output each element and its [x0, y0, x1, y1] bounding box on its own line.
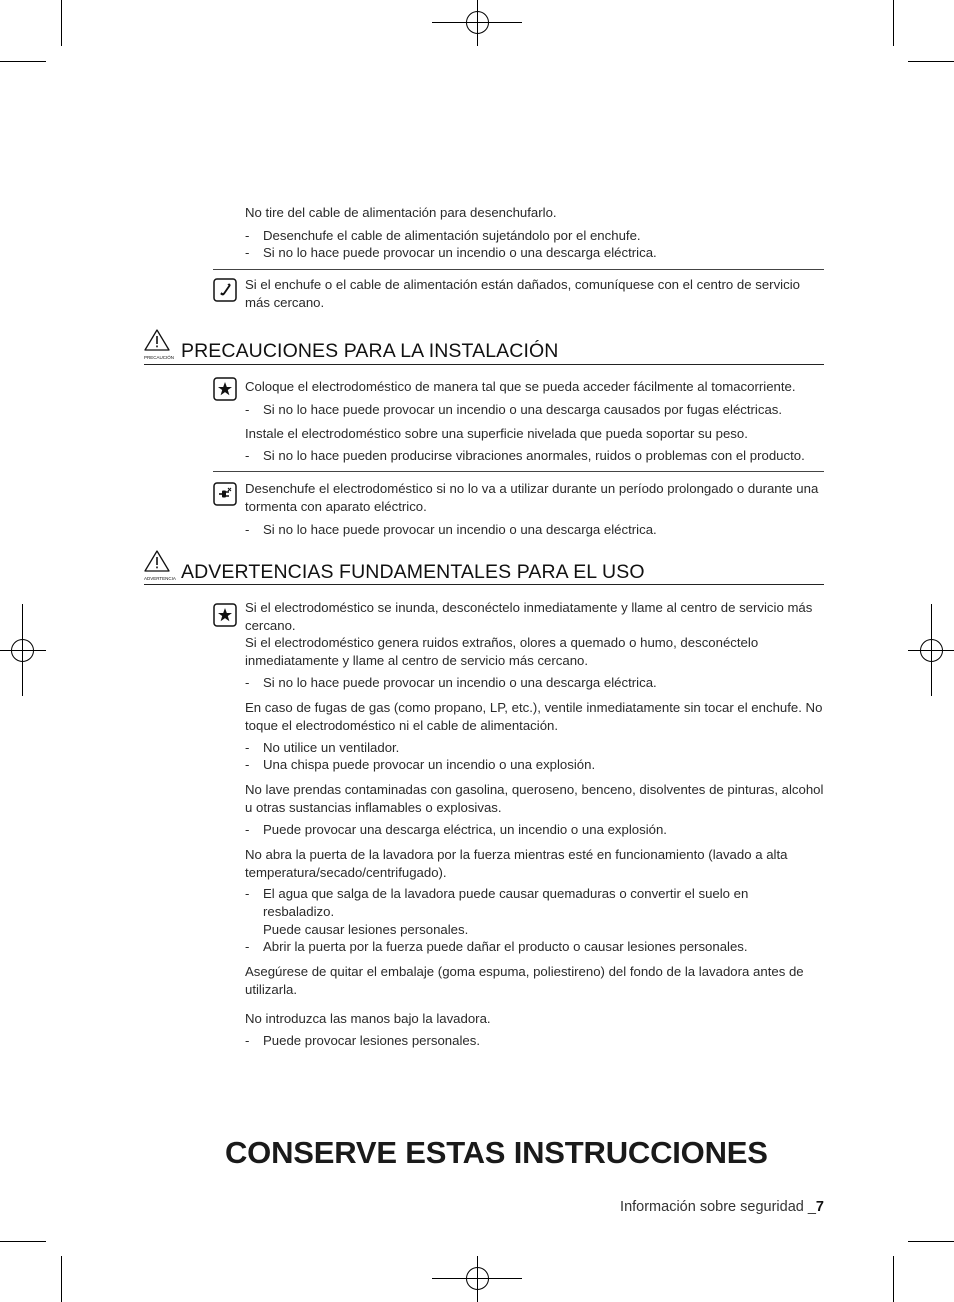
usage-bullet-5: [245, 885, 825, 920]
bullet-text: Desenchufe el cable de alimentación sujetándolo por el enchufe.: [263, 228, 641, 243]
bullet-dash: -: [245, 402, 250, 417]
installation-paragraph-1: Coloque el electrodoméstico de manera tal que se pueda acceder fácilmente al tomacorriente.: [245, 379, 796, 394]
installation-bullet-3: [245, 521, 825, 539]
divider: [213, 471, 824, 472]
divider: [213, 269, 824, 270]
usage-paragraph-3: No lave prendas contaminadas con gasolina, queroseno, benceno, disolventes de pinturas, alcohol u otras sustancias inflamables o explosivas.: [245, 782, 824, 815]
usage-bullet-4: [245, 821, 825, 839]
bullet-text: Una chispa puede provocar un incendio o una explosión.: [263, 757, 596, 772]
usage-bullet-2: [245, 739, 825, 757]
usage-heading: ADVERTENCIAS FUNDAMENTALES PARA EL USO: [181, 561, 645, 583]
usage-bullet-6: [245, 938, 825, 956]
bullet-text: Si no lo hace puede provocar un incendio o una descarga eléctrica.: [263, 522, 657, 537]
section-rule: [144, 584, 824, 585]
usage-bullet-3: [245, 756, 825, 774]
usage-paragraph-5: Asegúrese de quitar el embalaje (goma espuma, poliestireno) del fondo de la lavadora antes de utilizarla.: [245, 964, 804, 997]
warning-caption-wrapper: [144, 552, 174, 582]
bullet-text: Puede causar lesiones personales.: [263, 922, 469, 937]
bullet-text: El agua que salga de la lavadora puede causar quemaduras o convertir el suelo en resbaladizo.: [263, 886, 749, 919]
installation-bullet-2: [245, 447, 825, 465]
bullet-dash: -: [245, 245, 250, 260]
installation-bullet-1: [245, 401, 825, 419]
bullet-dash: -: [245, 822, 250, 837]
unplug-icon: [213, 482, 237, 506]
bullet-dash: -: [245, 522, 250, 537]
bullet-dash: -: [245, 675, 250, 690]
bullet-dash: -: [245, 448, 250, 463]
usage-bullet-7: [245, 1032, 825, 1050]
usage-paragraph-4: No abra la puerta de la lavadora por la fuerza mientras esté en funcionamiento (lavado a alta temperatura/secado/centrifugado).: [245, 847, 788, 880]
bullet-text: Abrir la puerta por la fuerza puede dañar el producto o causar lesiones personales.: [263, 939, 748, 954]
installation-paragraph-3: Desenchufe el electrodoméstico si no lo va a utilizar durante un período prolongado o durante una tormenta con aparato eléctrico.: [245, 481, 819, 514]
intro-bullet-2: [245, 244, 825, 262]
usage-bullet-5b: [245, 921, 825, 939]
caution-caption: PRECAUCIÓN: [144, 355, 175, 360]
footer-section: Información sobre seguridad _: [620, 1199, 816, 1215]
usage-bullet-1: [245, 674, 825, 692]
phone-icon: [213, 278, 237, 302]
usage-paragraph-6: No introduzca las manos bajo la lavadora.: [245, 1011, 491, 1026]
bullet-dash: -: [245, 228, 250, 243]
bullet-text: Puede provocar una descarga eléctrica, un incendio o una explosión.: [263, 822, 667, 837]
star-icon: [213, 377, 237, 401]
bullet-dash: -: [245, 757, 250, 772]
bullet-dash: -: [245, 886, 250, 901]
intro-paragraph-2: Si el enchufe o el cable de alimentación están dañados, comuníquese con el centro de servicio más cercano.: [245, 277, 800, 310]
bullet-dash: -: [245, 1033, 250, 1048]
usage-paragraph-1: Si el electrodoméstico se inunda, desconéctelo inmediatamente y llame al centro de servicio más cercano.: [245, 600, 813, 633]
bullet-dash: -: [245, 740, 250, 755]
closing-title: CONSERVE ESTAS INSTRUCCIONES: [225, 1135, 768, 1170]
caution-caption-wrapper: [144, 331, 174, 361]
page-number: 7: [815, 1199, 824, 1215]
bullet-text: Si no lo hace puede provocar un incendio o una descarga eléctrica.: [263, 675, 657, 690]
bullet-text: Si no lo hace pueden producirse vibraciones anormales, ruidos o problemas con el producto.: [263, 448, 805, 463]
page-footer: [620, 1197, 824, 1217]
section-rule: [144, 364, 824, 365]
installation-paragraph-2: Instale el electrodoméstico sobre una superficie nivelada que pueda soportar su peso.: [245, 426, 748, 441]
star-icon: [213, 603, 237, 627]
warning-caption: ADVERTENCIA: [144, 576, 176, 581]
intro-bullet-1: [245, 227, 825, 245]
usage-paragraph-2: En caso de fugas de gas (como propano, LP, etc.), ventile inmediatamente sin tocar el enchufe. No toque el electrodoméstico ni el cable de alimentación.: [245, 700, 823, 733]
installation-heading: PRECAUCIONES PARA LA INSTALACIÓN: [181, 340, 559, 362]
intro-paragraph-1: No tire del cable de alimentación para desenchufarlo.: [245, 205, 557, 220]
bullet-text: Si no lo hace puede provocar un incendio o una descarga eléctrica.: [263, 245, 657, 260]
usage-paragraph-1b: Si el electrodoméstico genera ruidos extraños, olores a quemado o humo, desconéctelo inmediatamente y llame al centro de servicio más cercano.: [245, 635, 759, 668]
bullet-dash: -: [245, 939, 250, 954]
bullet-text: Puede provocar lesiones personales.: [263, 1033, 480, 1048]
bullet-text: Si no lo hace puede provocar un incendio o una descarga causados por fugas eléctricas.: [263, 402, 783, 417]
bullet-text: No utilice un ventilador.: [263, 740, 400, 755]
